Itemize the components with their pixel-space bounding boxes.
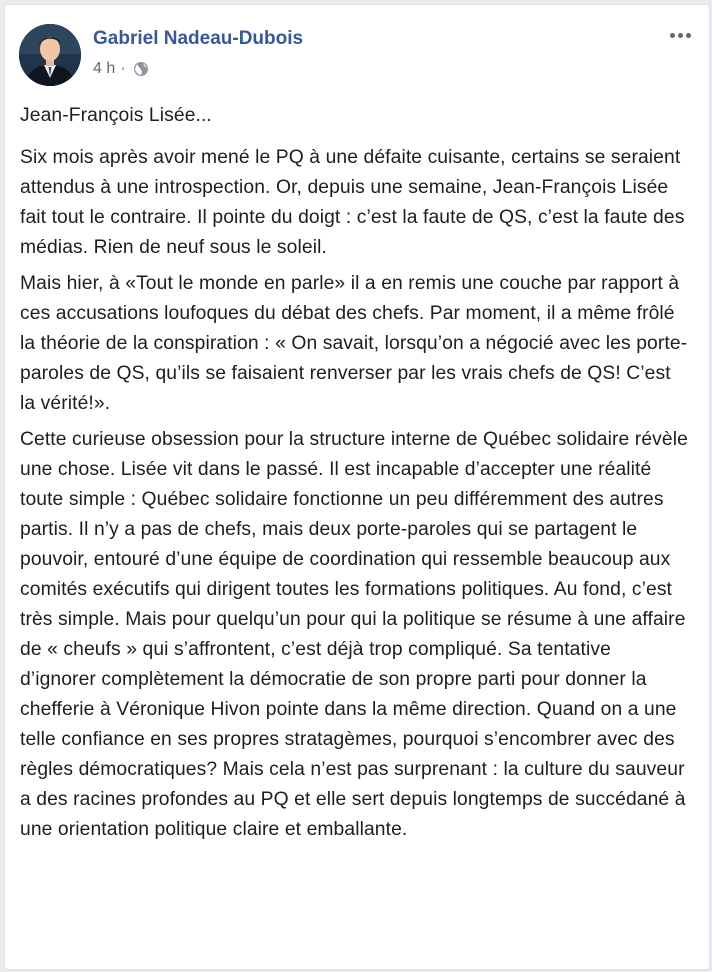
post-meta [93,60,149,78]
post-time[interactable]: 4 h [93,60,116,77]
meta-separator: · [120,60,126,77]
more-options-icon[interactable] [665,25,695,45]
globe-icon[interactable] [133,61,149,77]
post-paragraph: Mais hier, à «Tout le monde en parle» il a en remis une couche par rapport à ces accusations loufoques du débat des chefs. Par moment, il a même frôlé la théorie de la conspiration : « On savait, lorsqu’on a négocié avec les porte-paroles de QS, qu’ils se faisaient renverser par les vrais chefs de QS! C’est la vérité!». [20,273,688,414]
post-paragraph: Cette curieuse obsession pour la structure interne de Québec solidaire révèle une chose. Lisée vit dans le passé. Il est incapable d’accepter une réalité toute simple : Québec solidaire fonctionne un peu différemment des autres partis. Il n’y a pas de chefs, mais deux porte-paroles qui se partagent le pouvoir, entouré d’une équipe de coordination qui ressemble beaucoup aux comités exécutifs qui dirigent toutes les formations politiques. Au fond, c’est très simple. Mais pour quelqu’un pour qui la politique se résume à une affaire de « cheufs » qui s’affrontent, c’est déjà trop compliqué. Sa tentative d’ignorer complètement la démocratie de son propre parti pour donner la chefferie à Véronique Hivon pointe dans la même direction. Quand on a une telle confiance en ses propres stratagèmes, pourquoi s’encombrer avec des règles démocratiques? Mais cela n’est pas surprenant : la culture du sauveur a des racines profondes au PQ et elle sert depuis longtemps de succédané à une orientation politique claire et emballante. [20,429,688,840]
post-header [5,5,709,101]
post-paragraph: Six mois après avoir mené le PQ à une défaite cuisante, certains se seraient attendus à une introspection. Or, depuis une semaine, Jean-François Lisée fait tout le contraire. Il pointe du doigt : c’est la faute de QS, c’est la faute des médias. Rien de neuf sous le soleil. [20,147,685,258]
post-paragraph: Jean-François Lisée... [20,105,212,126]
post-body [5,101,709,845]
author-name-link[interactable]: Gabriel Nadeau-Dubois [93,28,304,49]
avatar[interactable] [19,24,81,86]
post-card [4,4,710,970]
profile-photo-icon [19,24,81,86]
